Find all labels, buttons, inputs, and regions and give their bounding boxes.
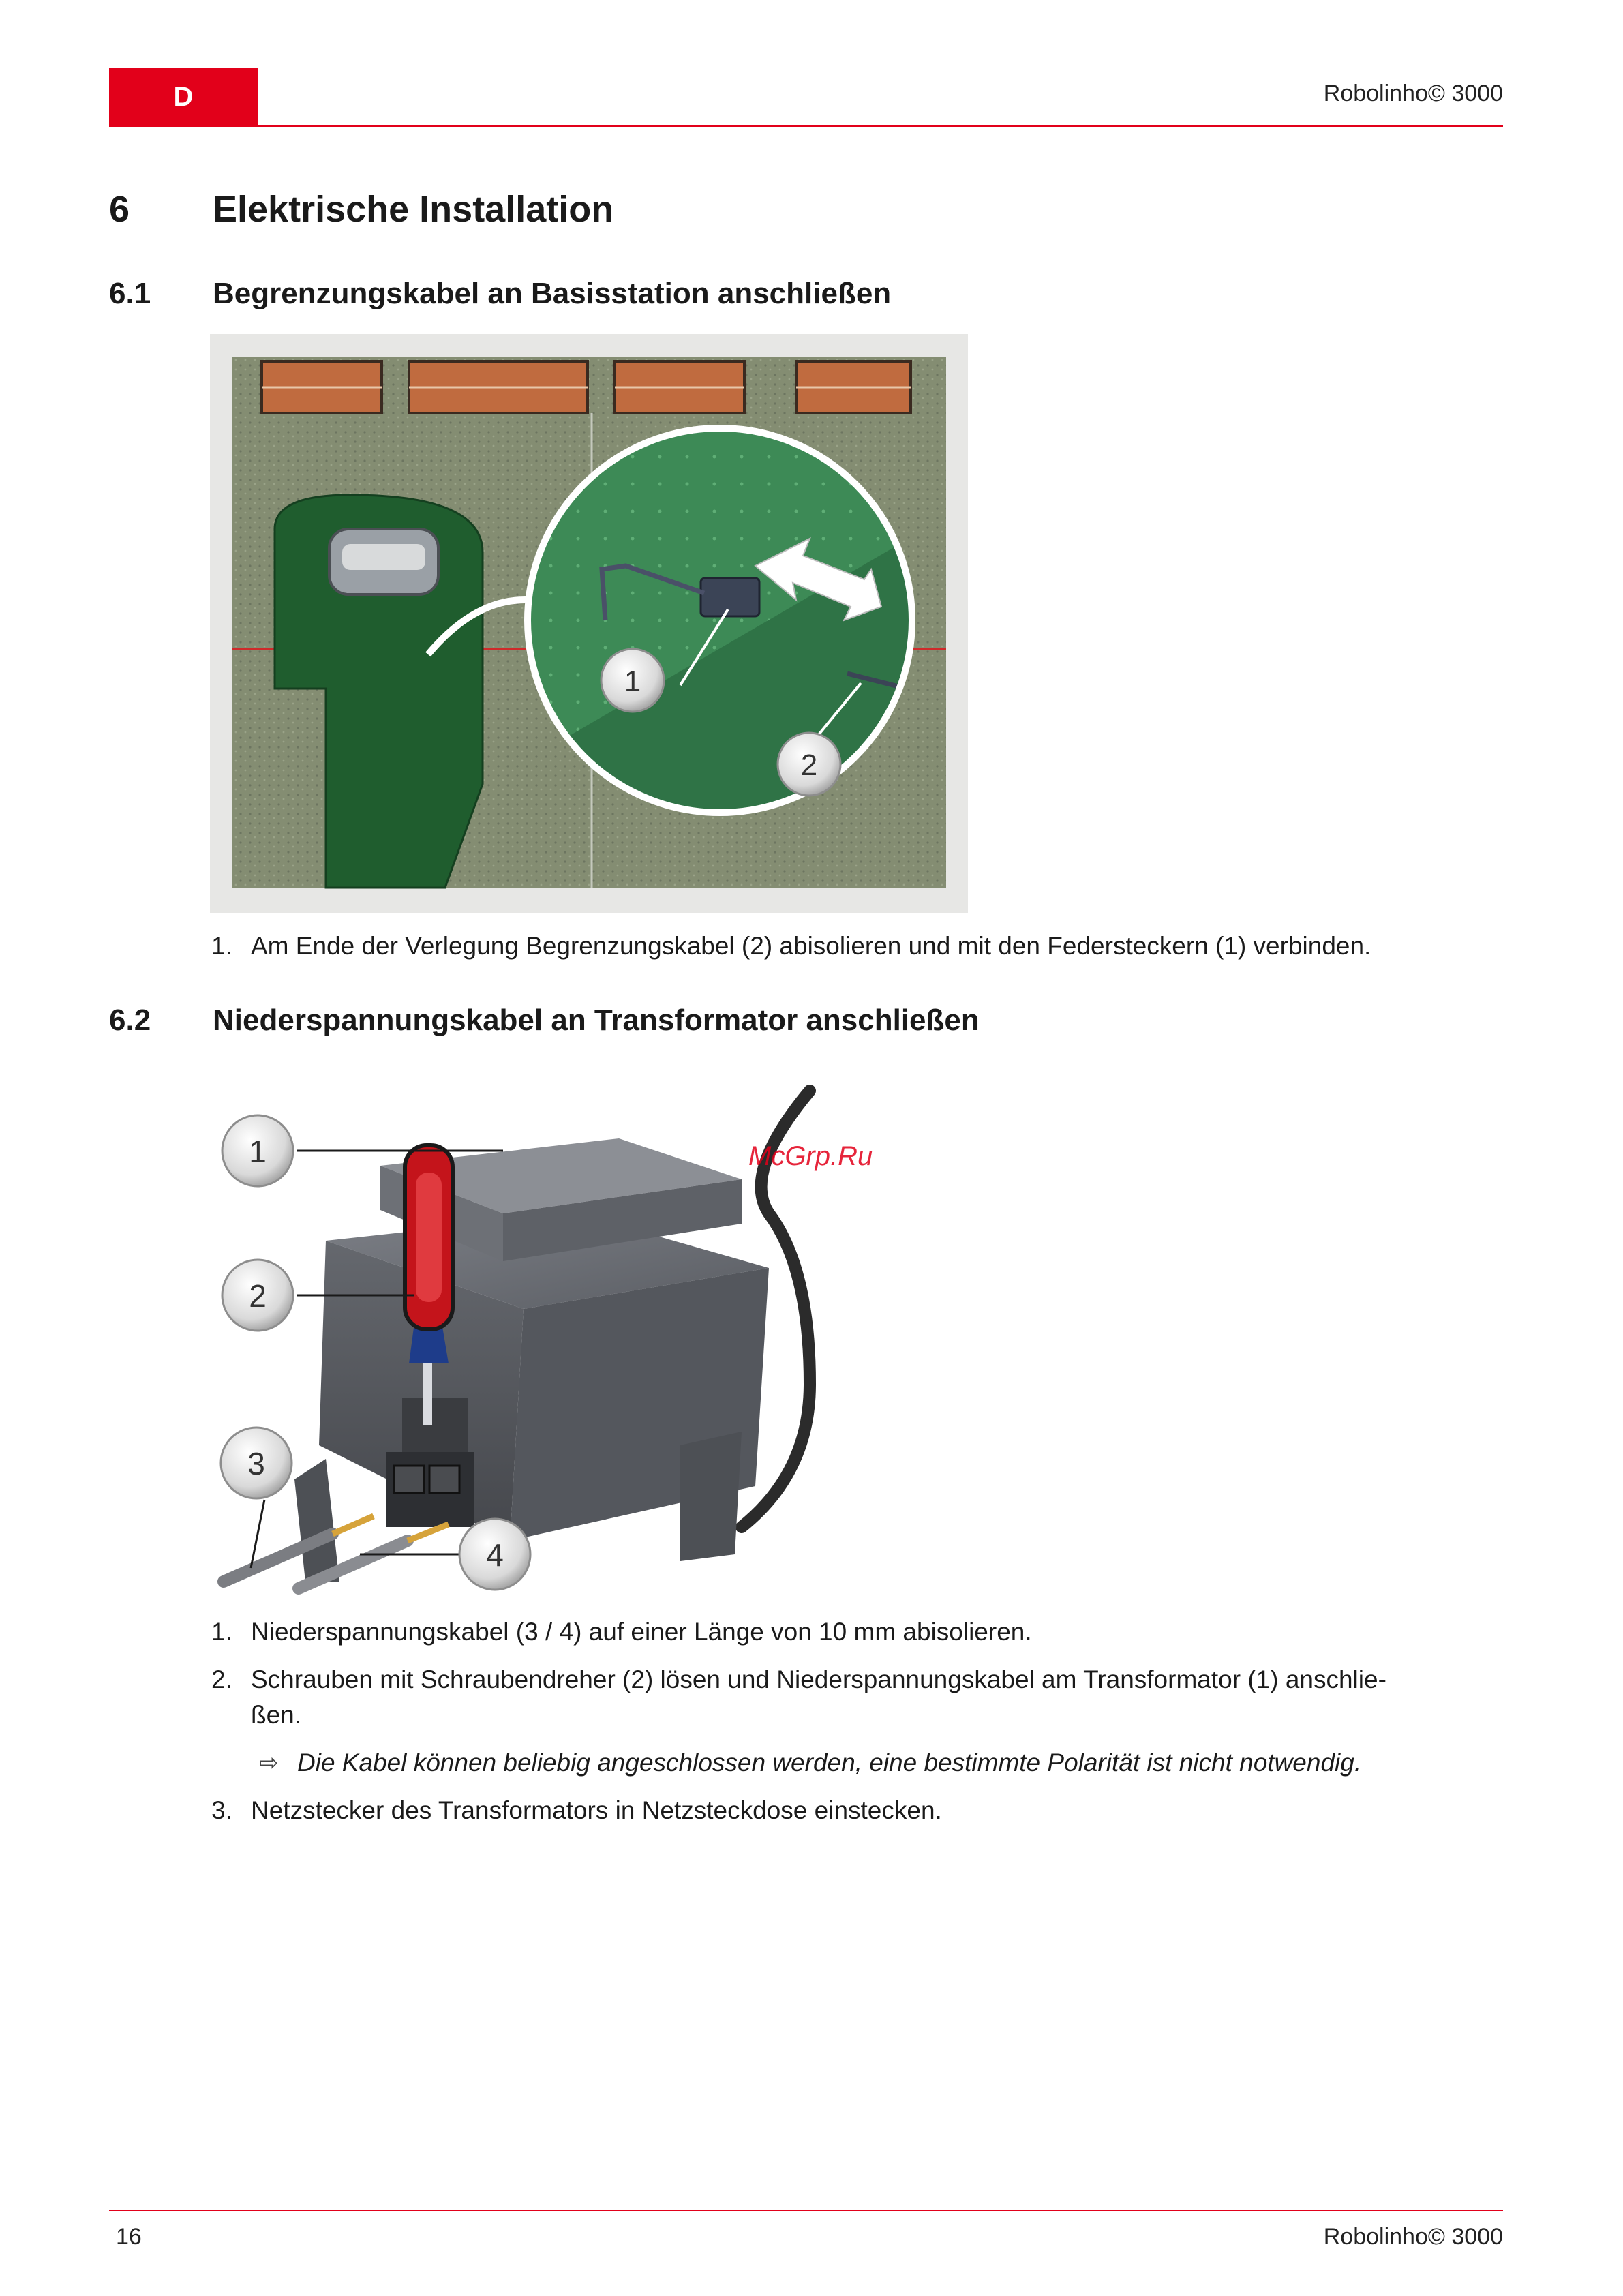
section-6-2-number: 6.2 xyxy=(109,1003,151,1037)
list-item xyxy=(211,928,1506,964)
callout-3 xyxy=(221,1428,292,1498)
section-6-2-steps xyxy=(211,1614,1506,1841)
step-text-line-2: ßen. xyxy=(251,1701,302,1729)
callout-1 xyxy=(601,649,664,712)
list-item xyxy=(211,1614,1506,1650)
section-6-2-title: Niederspannungskabel an Transformator anschließen xyxy=(213,1003,980,1037)
step-number: 1. xyxy=(211,932,232,960)
section-6-number: 6 xyxy=(109,189,130,230)
watermark: McGrp.Ru xyxy=(748,1141,873,1171)
brick-walls xyxy=(262,361,911,413)
callout-2 xyxy=(778,733,840,796)
base-station-figure xyxy=(210,334,968,913)
section-6-title: Elektrische Installation xyxy=(213,189,614,230)
result-arrow-icon: ⇨ xyxy=(259,1750,279,1776)
svg-text:1: 1 xyxy=(249,1134,267,1169)
section-6-1-title: Begrenzungskabel an Basisstation anschließen xyxy=(213,277,892,310)
footer-divider xyxy=(109,2210,1503,2211)
result-text: Die Kabel können beliebig angeschlossen werden, eine bestimmte Polarität ist nicht notwendig. xyxy=(297,1749,1362,1777)
transformer xyxy=(294,1138,769,1582)
section-6-1-number: 6.1 xyxy=(109,277,151,310)
svg-text:2: 2 xyxy=(249,1278,267,1314)
step-text-line-1: Schrauben mit Schraubendreher (2) lösen und Niederspannungskabel am Transformator (1) anschlie- xyxy=(251,1665,1386,1693)
svg-text:1: 1 xyxy=(624,665,641,698)
callout-2 xyxy=(222,1260,293,1331)
step-text: Am Ende der Verlegung Begrenzungskabel (2) abisolieren und mit den Federsteckern (1) verbinden. xyxy=(251,932,1371,960)
svg-text:2: 2 xyxy=(800,749,818,782)
svg-text:3: 3 xyxy=(247,1446,265,1481)
step-number: 3. xyxy=(211,1796,232,1824)
section-6-1-steps xyxy=(211,928,1506,976)
page-number: 16 xyxy=(116,2224,142,2250)
footer-product-name: Robolinho© 3000 xyxy=(1323,2224,1503,2250)
callout-4 xyxy=(459,1519,530,1590)
step-number: 1. xyxy=(211,1618,232,1646)
callout-1 xyxy=(222,1115,293,1186)
list-item xyxy=(211,1793,1506,1828)
step-text: Netzstecker des Transformators in Netzsteckdose einstecken. xyxy=(251,1796,942,1824)
step-number: 2. xyxy=(211,1665,232,1693)
step-text: Niederspannungskabel (3 / 4) auf einer Länge von 10 mm abisolieren. xyxy=(251,1618,1032,1646)
header-product-name: Robolinho© 3000 xyxy=(1323,80,1503,106)
svg-text:4: 4 xyxy=(486,1537,504,1573)
list-item xyxy=(211,1662,1506,1733)
result-item xyxy=(211,1745,1506,1781)
header-divider xyxy=(109,125,1503,127)
language-tab: D xyxy=(109,68,258,125)
